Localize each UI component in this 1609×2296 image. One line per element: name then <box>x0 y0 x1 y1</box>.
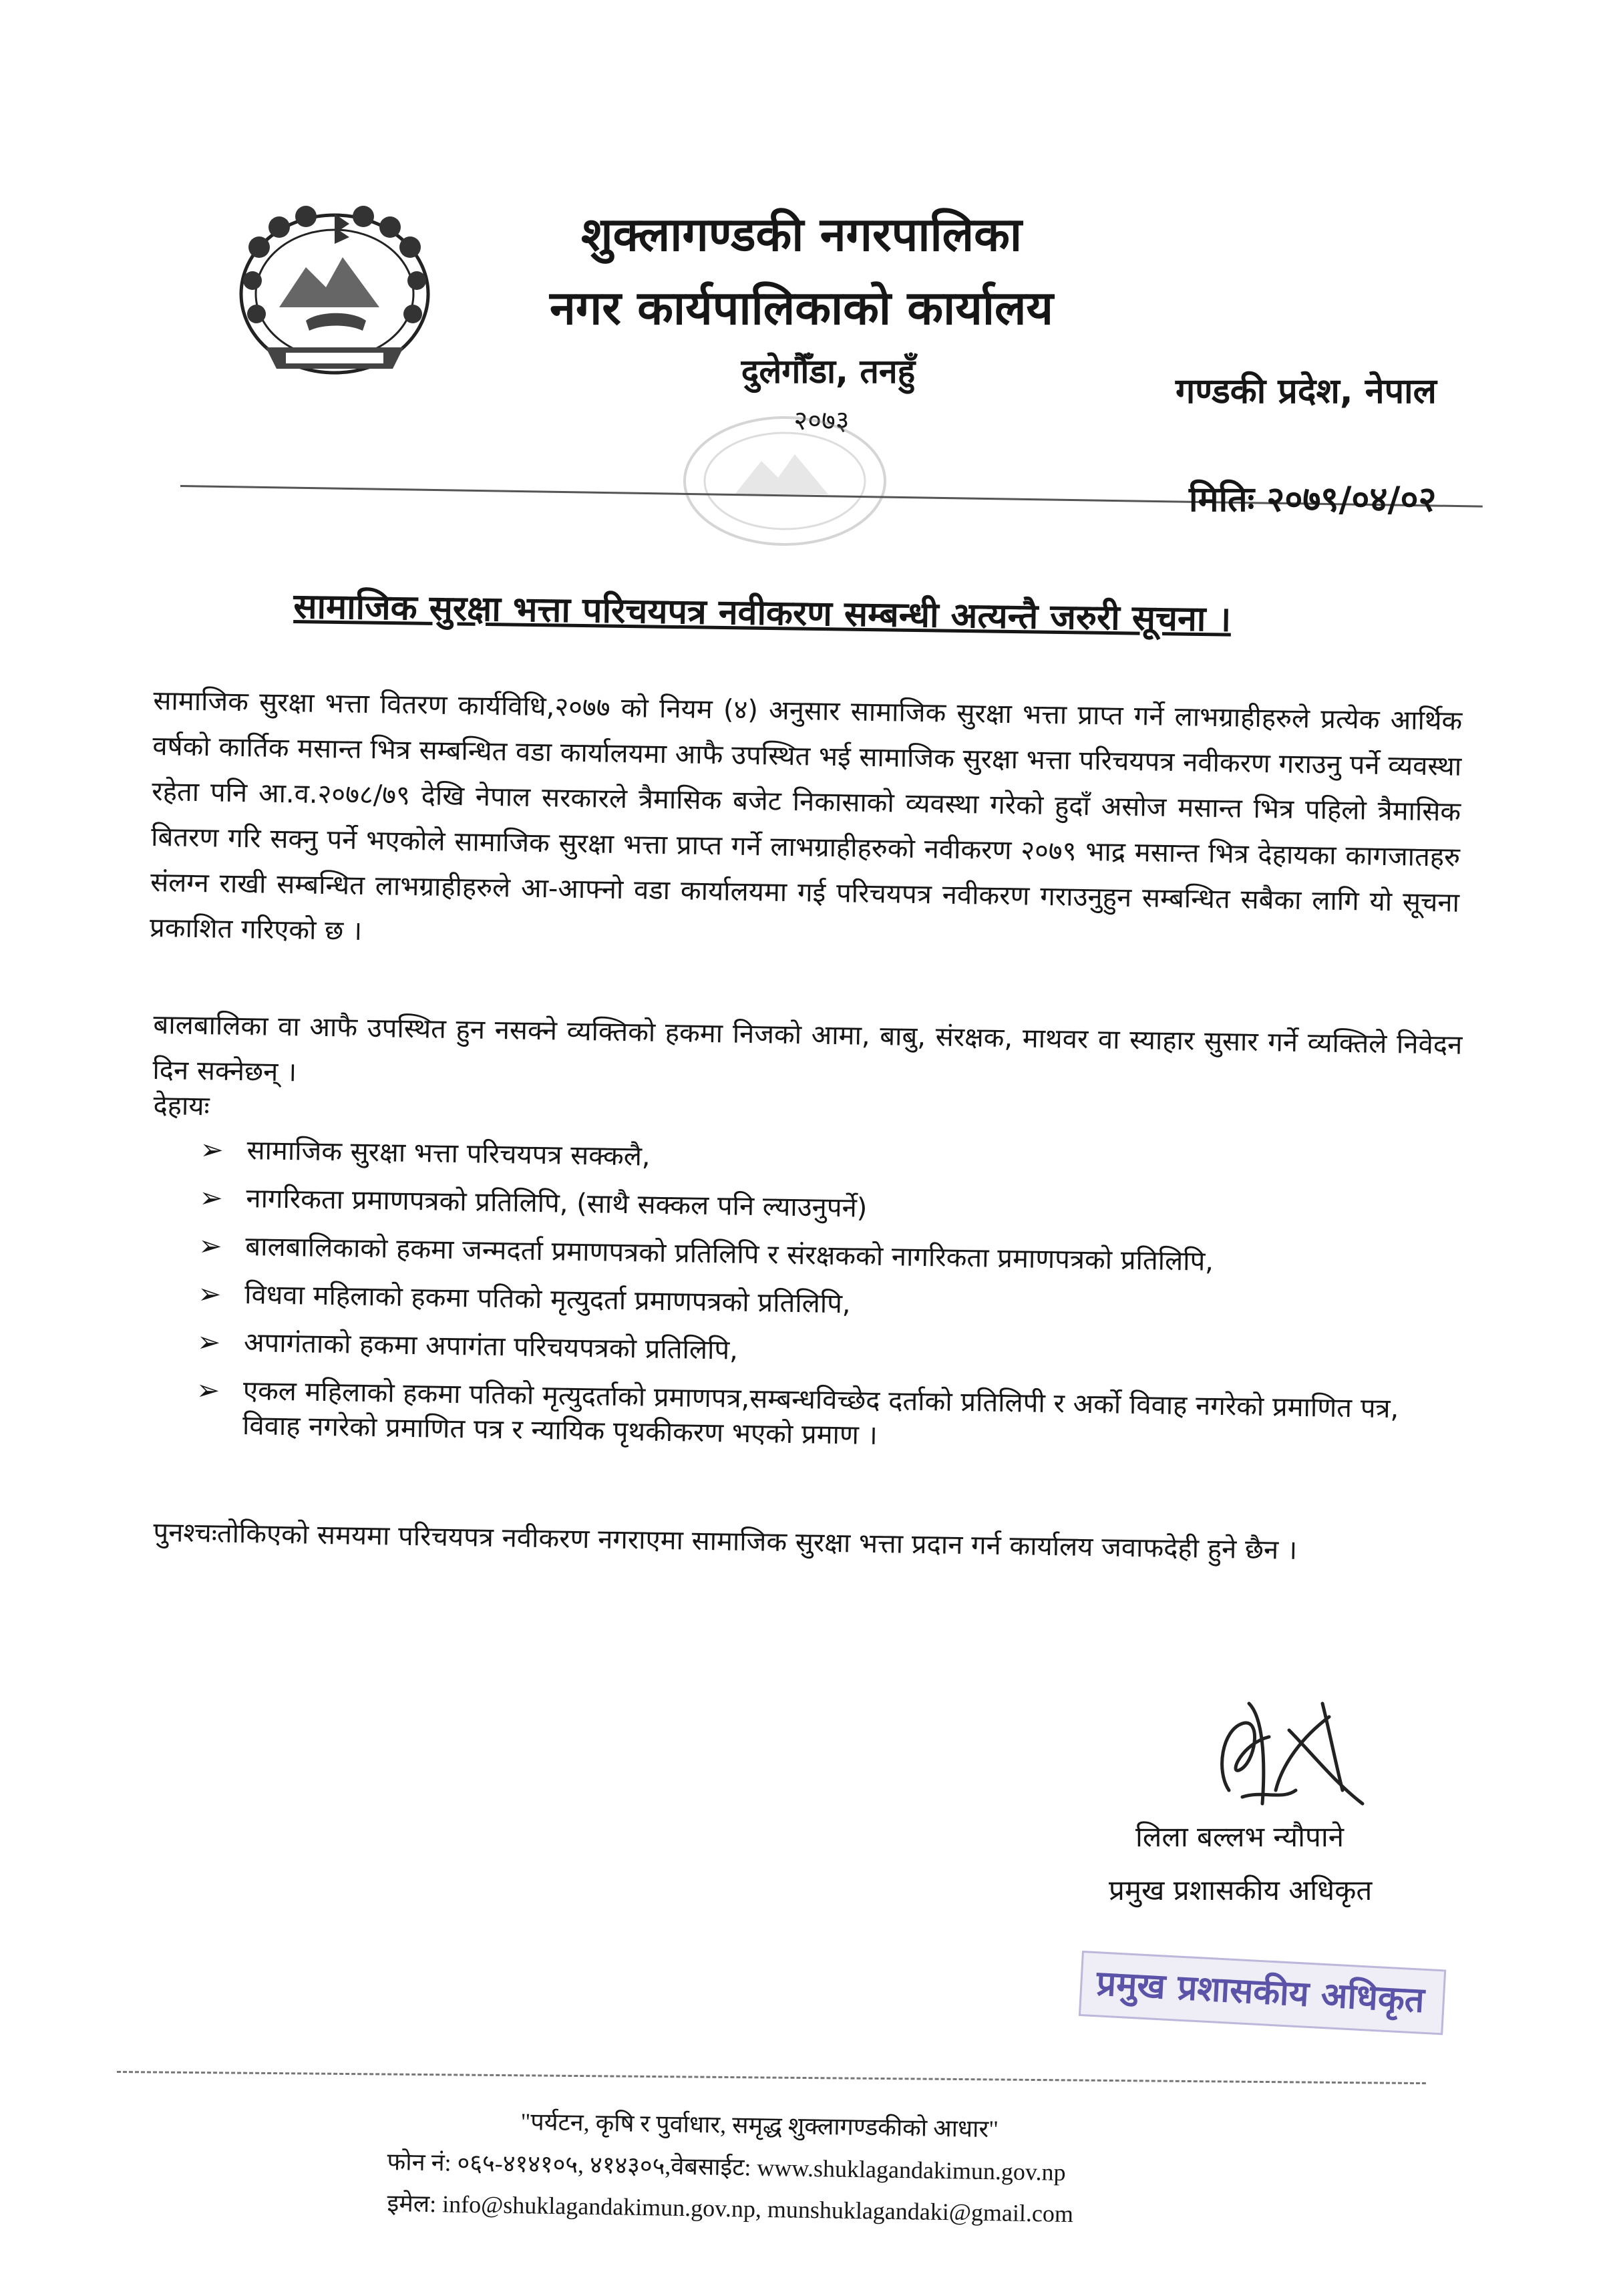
list-item: ➢ विधवा महिलाको हकमा पतिको मृत्युदर्ता प्रमाणपत्रको प्रतिलिपि, <box>197 1277 851 1320</box>
notice-postscript: पुनश्चःतोकिएको समयमा परिचयपत्र नवीकरण नगराएमा सामाजिक सुरक्षा भत्ता प्रदान गर्न कार्यालय जवाफदेही हुने छैन । <box>153 1516 1298 1566</box>
arrow-bullet-icon: ➢ <box>197 1277 222 1311</box>
list-item: ➢ बालबालिकाको हकमा जन्मदर्ता प्रमाणपत्रको प्रतिलिपि र संरक्षकको नागरिकता प्रमाणपत्रको प्रतिलिपि, <box>198 1228 1214 1277</box>
notice-title: सामाजिक सुरक्षा भत्ता परिचयपत्र नवीकरण सम्बन्धी अत्यन्तै जरुरी सूचना । <box>293 586 1232 640</box>
footer-slogan: "पर्यटन, कृषि र पुर्वाधार, समृद्ध शुक्लागण्डकीको आधार" <box>520 2108 999 2143</box>
office-name: नगर कार्यपालिकाको कार्यालय <box>549 281 1054 335</box>
province-label: गण्डकी प्रदेश, नेपाल <box>1176 371 1437 412</box>
footer-email: इमेल: info@shuklagandakimun.gov.np, munshuklagandaki@gmail.com <box>387 2189 1074 2228</box>
documents-heading: देहायः <box>153 1090 210 1122</box>
signatory-title: प्रमुख प्रशासकीय अधिकृत <box>1109 1874 1373 1907</box>
arrow-bullet-icon: ➢ <box>196 1325 221 1359</box>
list-item: ➢ नागरिकता प्रमाणपत्रको प्रतिलिपि, (साथै सक्कल पनि ल्याउनुपर्ने) <box>199 1180 868 1224</box>
required-documents-list <box>195 1132 1455 1475</box>
office-location: दुलेगौँडा, तनहुँ <box>741 352 916 391</box>
municipality-name: शुक्लागण्डकी नगरपालिका <box>581 207 1022 262</box>
footer-contact: फोन नं: ०६५-४१४१०५, ४१४३०५,वेबसाईट: www.shuklagandakimun.gov.np <box>387 2148 1066 2186</box>
arrow-bullet-icon: ➢ <box>199 1180 224 1214</box>
nepal-government-emblem <box>226 194 443 382</box>
footer-divider <box>117 2071 1426 2084</box>
arrow-bullet-icon: ➢ <box>198 1228 222 1263</box>
faint-office-seal <box>661 407 908 575</box>
established-year: २०७३ <box>793 405 850 436</box>
notice-paragraph-main: सामाजिक सुरक्षा भत्ता वितरण कार्यविधि,२०७७ को नियम (४) अनुसार सामाजिक सुरक्षा भत्ता प्राप्त गर्ने लाभग्राहीहरुले प्रत्येक आर्थिक वर्षको कार्तिक मसान्त भित्र सम्बन्धित वडा कार्यालयमा आफै उपस्थित भई सामाजिक सुरक्षा भत्ता परिचयपत्र नवीकरण गराउनु पर्ने व्यवस्था रहेता पनि आ.व.२०७८/७९ देखि नेपाल सरकारले त्रैमासिक बजेट निकासाको व्यवस्था गरेको हुदाँ असोज मसान्त भित्र पहिलो त्रैमासिक बितरण गरि सक्नु पर्ने भएकोले सामाजिक सुरक्षा भत्ता प्राप्त गर्ने लाभग्राहीहरुको नवीकरण २०७९ भाद्र मसान्त भित्र देहायका कागजातहरु संलग्न राखी सम्बन्धित लाभग्राहीहरुले आ-आफ्नो वडा कार्यालयमा गई परिचयपत्र नवीकरण गराउनुहुन सम्बन्धित सबैका लागि यो सूचना प्रकाशित गरिएको छ । <box>149 685 1463 947</box>
signatory-name: लिला बल्लभ न्यौपाने <box>1135 1820 1345 1853</box>
arrow-bullet-icon: ➢ <box>196 1373 220 1407</box>
list-item: ➢ सामाजिक सुरक्षा भत्ता परिचयपत्र सक्कलै, <box>200 1132 651 1172</box>
list-item: ➢ अपागंताको हकमा अपागंता परिचयपत्रको प्रतिलिपि, <box>196 1325 739 1366</box>
notice-paragraph-representative: बालबालिका वा आफै उपस्थित हुन नसक्ने व्यक्तिको हकमा निजको आमा, बाबु, संरक्षक, माथवर वा स्याहार सुसार गर्ने व्यक्तिले निवेदन दिन सक्नेछन् । <box>152 1009 1463 1088</box>
notice-date: मितिः २०७९/०४/०२ <box>1189 480 1437 520</box>
designation-stamp: प्रमुख प्रशासकीय अधिकृत <box>1079 1951 1442 2031</box>
handwritten-signature <box>1202 1690 1389 1817</box>
list-item: ➢ एकल महिलाको हकमा पतिको मृत्युदर्ताको प्रमाणपत्र,सम्बन्धविच्छेद दर्ताको प्रतिलिपी र अर्को विवाह नगरेको प्रमाणित पत्र, विवाह नगरेको प्रमाणित पत्र र न्यायिक पृथकीकरण भएको प्रमाण । <box>196 1373 1399 1451</box>
arrow-bullet-icon: ➢ <box>200 1132 224 1166</box>
